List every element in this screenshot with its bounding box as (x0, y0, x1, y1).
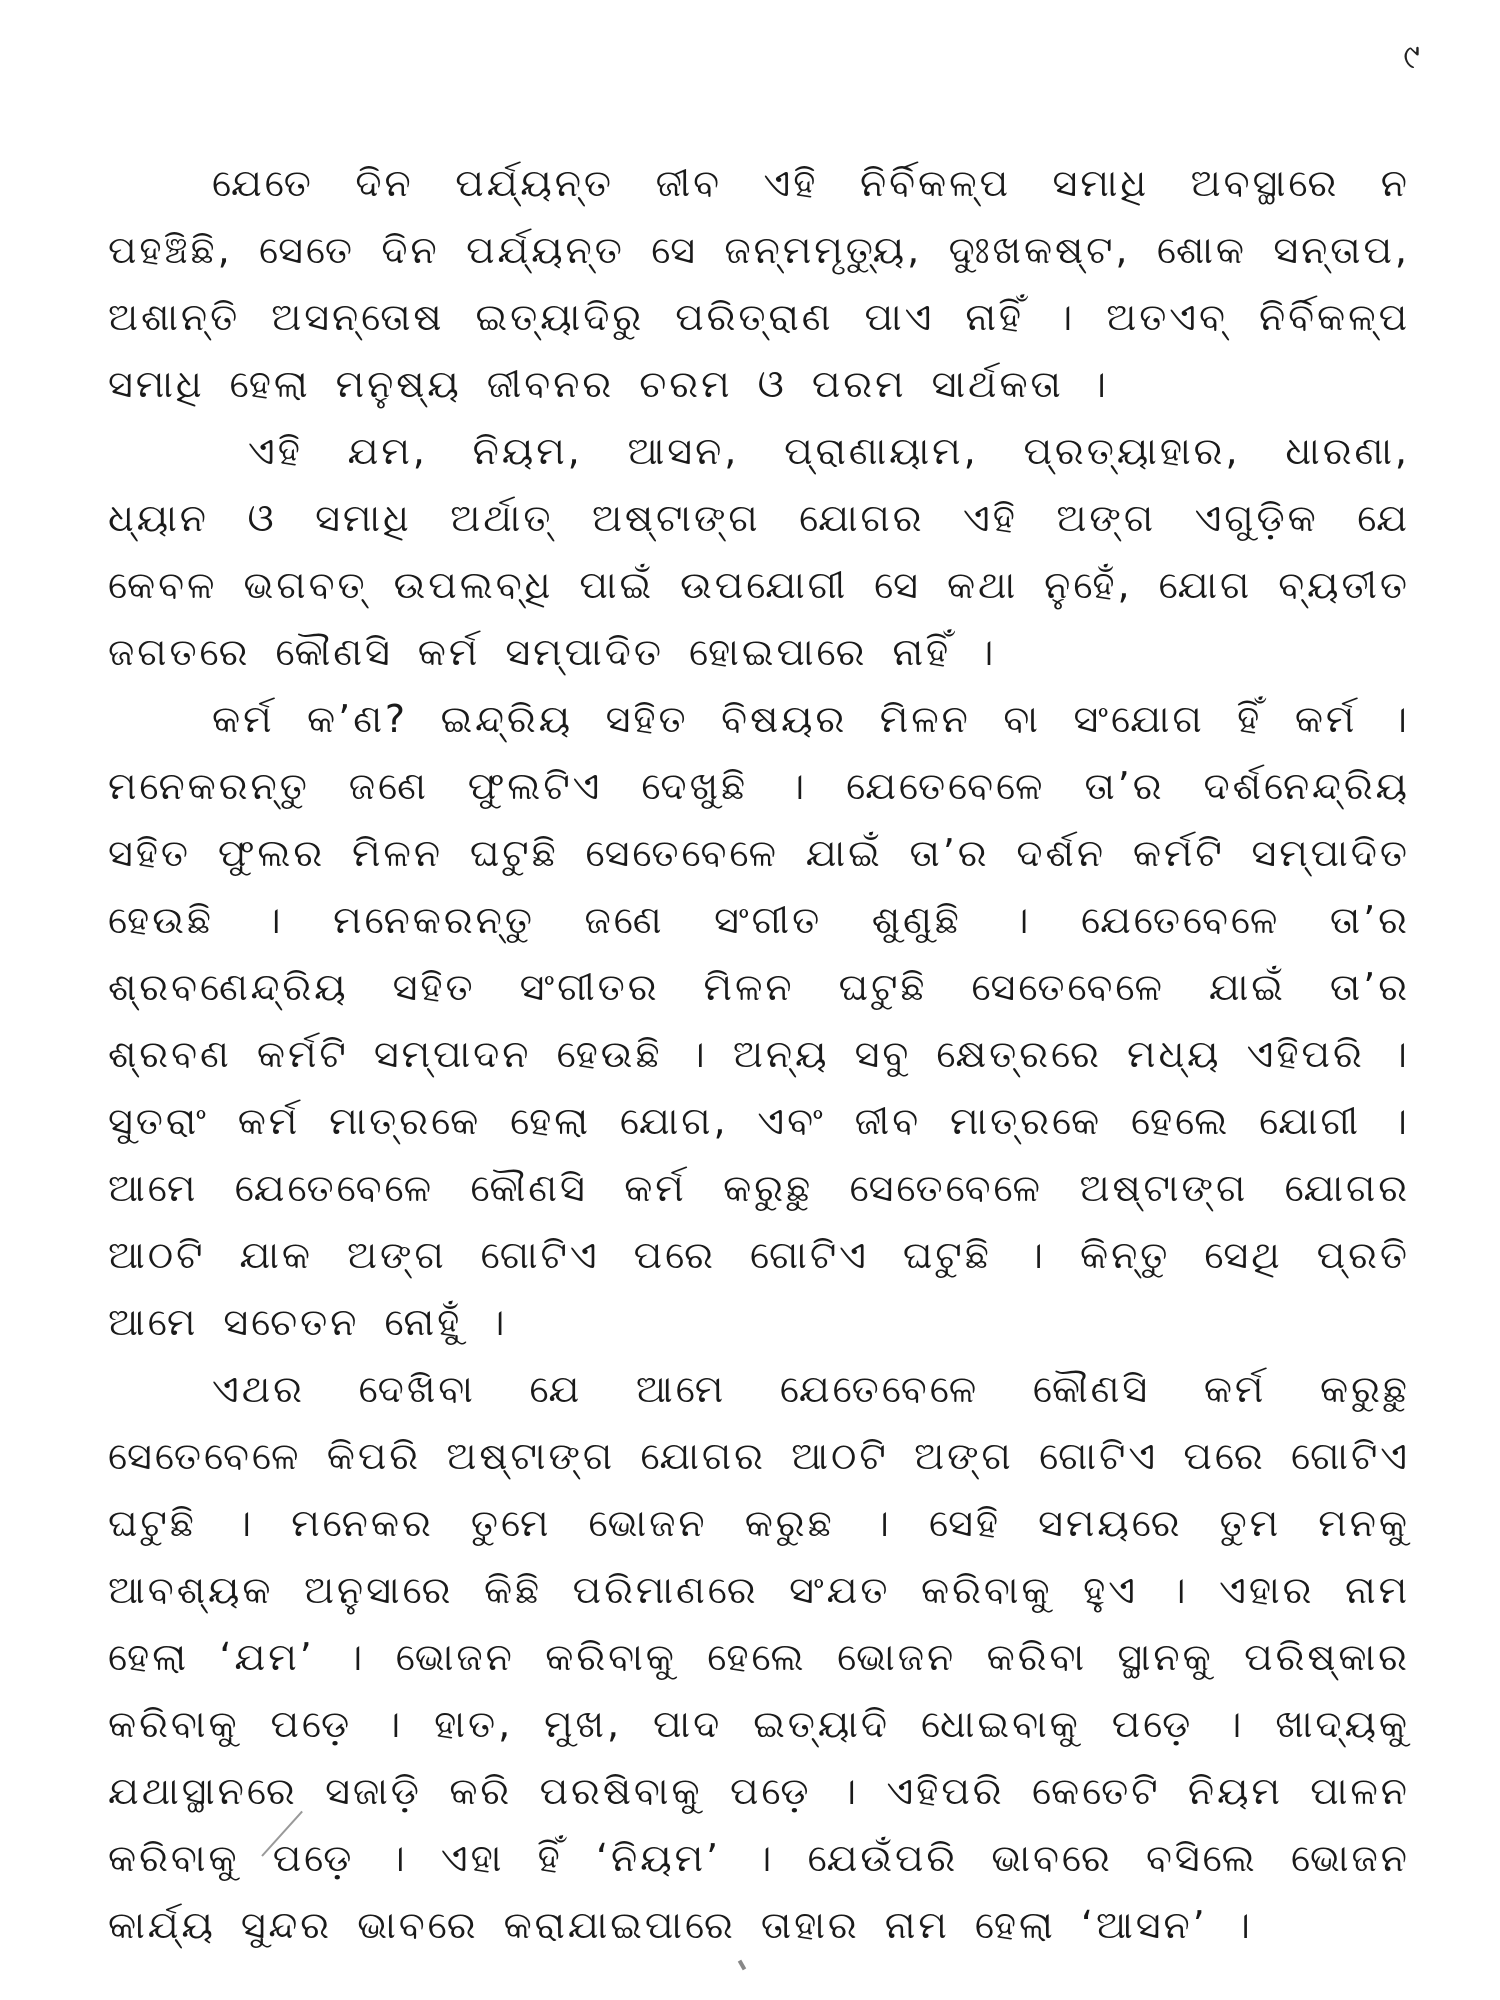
page-number: ୯ (1403, 37, 1420, 77)
page-body-text (108, 150, 1410, 1959)
paragraph-1: ଯେତେ ଦିନ ପର୍ଯ୍ୟନ୍ତ ଜୀବ ଏହି ନିର୍ବିକଳ୍ପ ସମାଧି ଅବସ୍ଥାରେ ନ ପହଞ୍ଚିଛି, ସେତେ ଦିନ ପର୍ଯ୍ୟନ୍ତ ସେ ଜନ୍ମମୃତ୍ୟୁ, ଦୁଃଖକଷ୍ଟ, ଶୋକ ସନ୍ତାପ, ଅଶାନ୍ତି ଅସନ୍ତୋଷ ଇତ୍ୟାଦିରୁ ପରିତ୍ରାଣ ପାଏ ନାହିଁ । ଅତଏବ୍ ନିର୍ବିକଳ୍ପ ସମାଧି ହେଲା ମନୁଷ୍ୟ ଜୀବନର ଚରମ ଓ ପରମ ସାର୍ଥକତା । (108, 161, 1410, 406)
paragraph-3: କର୍ମ କ’ଣ? ଇନ୍ଦ୍ରିୟ ସହିତ ବିଷୟର ମିଳନ ବା ସଂଯୋଗ ହିଁ କର୍ମ । ମନେକରନ୍ତୁ ଜଣେ ଫୁଲଟିଏ ଦେଖୁଛି । ଯେତେବେଳେ ତା’ର ଦର୍ଶନେନ୍ଦ୍ରିୟ ସହିତ ଫୁଲର ମିଳନ ଘଟୁଛି ସେତେବେଳେ ଯାଇଁ ତା’ର ଦର୍ଶନ କର୍ମଟି ସମ୍ପାଦିତ ହେଉଛି । ମନେକରନ୍ତୁ ଜଣେ ସଂଗୀତ ଶୁଣୁଛି । ଯେତେବେଳେ ତା’ର ଶ୍ରବଣେନ୍ଦ୍ରିୟ ସହିତ ସଂଗୀତର ମିଳନ ଘଟୁଛି ସେତେବେଳେ ଯାଇଁ ତା’ର ଶ୍ରବଣ କର୍ମଟି ସମ୍ପାଦନ ହେଉଛି । ଅନ୍ୟ ସବୁ କ୍ଷେତ୍ରରେ ମଧ୍ୟ ଏହିପରି । ସୁତରାଂ କର୍ମ ମାତ୍ରକେ ହେଲା ଯୋଗ, ଏବଂ ଜୀବ ମାତ୍ରକେ ହେଲେ ଯୋଗୀ । ଆମେ ଯେତେବେଳେ କୌଣସି କର୍ମ କରୁଛୁ ସେତେବେଳେ ଅଷ୍ଟାଙ୍ଗ ଯୋଗର ଆଠଟି ଯାକ ଅଙ୍ଗ ଗୋଟିଏ ପରେ ଗୋଟିଏ ଘଟୁଛି । କିନ୍ତୁ ସେଥି ପ୍ରତି ଆମେ ସଚେତନ ନୋହୁଁ । (108, 697, 1410, 1344)
paragraph-2: ଏହି ଯମ, ନିୟମ, ଆସନ, ପ୍ରାଣାୟାମ, ପ୍ରତ୍ୟାହାର, ଧାରଣା, ଧ୍ୟାନ ଓ ସମାଧି ଅର୍ଥାତ୍ ଅଷ୍ଟାଙ୍ଗ ଯୋଗର ଏହି ଅଙ୍ଗ ଏଗୁଡ଼ିକ ଯେ କେବଳ ଭଗବତ୍ ଉପଲବ୍ଧି ପାଇଁ ଉପଯୋଗୀ ସେ କଥା ନୁହେଁ, ଯୋଗ ବ୍ୟତୀତ ଜଗତରେ କୌଣସି କର୍ମ ସମ୍ପାଦିତ ହୋଇପାରେ ନାହିଁ । (108, 429, 1410, 674)
scan-artifact-dot (738, 1960, 746, 1971)
paragraph-4: ଏଥର ଦେଖିବା ଯେ ଆମେ ଯେତେବେଳେ କୌଣସି କର୍ମ କରୁଛୁ ସେତେବେଳେ କିପରି ଅଷ୍ଟାଙ୍ଗ ଯୋଗର ଆଠଟି ଅଙ୍ଗ ଗୋଟିଏ ପରେ ଗୋଟିଏ ଘଟୁଛି । ମନେକର ତୁମେ ଭୋଜନ କରୁଛ । ସେହି ସମୟରେ ତୁମ ମନକୁ ଆବଶ୍ୟକ ଅନୁସାରେ କିଛି ପରିମାଣରେ ସଂଯତ କରିବାକୁ ହୁଏ । ଏହାର ନାମ ହେଲା ‘ଯମ’ । ଭୋଜନ କରିବାକୁ ହେଲେ ଭୋଜନ କରିବା ସ୍ଥାନକୁ ପରିଷ୍କାର କରିବାକୁ ପଡ଼େ । ହାତ, ମୁଖ, ପାଦ ଇତ୍ୟାଦି ଧୋଇବାକୁ ପଡ଼େ । ଖାଦ୍ୟକୁ ଯଥାସ୍ଥାନରେ ସଜାଡ଼ି କରି ପରଷିବାକୁ ପଡ଼େ । ଏହିପରି କେତେଟି ନିୟମ ପାଳନ କରିବାକୁ ପଡ଼େ । ଏହା ହିଁ ‘ନିୟମ’ । ଯେଉଁପରି ଭାବରେ ବସିଲେ ଭୋଜନ କାର୍ଯ୍ୟ ସୁନ୍ଦର ଭାବରେ କରାଯାଇପାରେ ତାହାର ନାମ ହେଲା ‘ଆସନ’ । (108, 1367, 1410, 1947)
